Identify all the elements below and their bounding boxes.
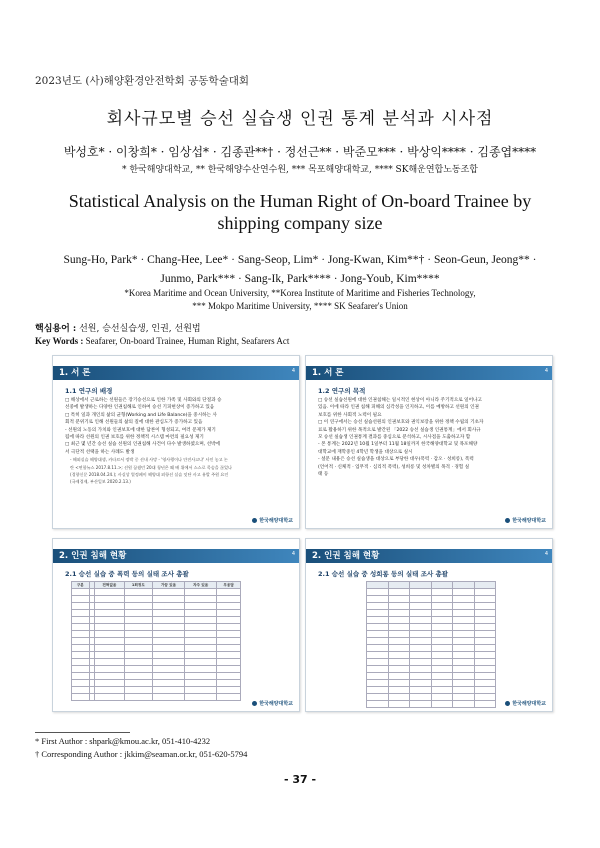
slide-body (65, 397, 289, 486)
table-row (72, 694, 241, 701)
logo-icon (505, 518, 510, 523)
university-logo (505, 700, 546, 707)
table-header-cell: 구분 (72, 582, 90, 589)
table-row (72, 666, 241, 673)
table-row (367, 617, 496, 624)
table-row (367, 652, 496, 659)
slide-page-label: 4 (544, 551, 548, 557)
slide-introduction-purpose (305, 355, 553, 529)
keywords-korean-text: 선원, 승선실습생, 인권, 선원법 (79, 324, 201, 334)
table-row (72, 659, 241, 666)
slide-line: □ 승선 실습선원에 대한 인권침해는 일시적인 현상이 아니라 주기적으로 일어나고 (318, 398, 482, 403)
slide-line: - 설문 내용은 승선 실습생을 대상으로 부당한 대우(폭력 · 갑오 · 성희롱), 폭력 (318, 457, 474, 463)
slide-page-label: 4 (544, 368, 548, 374)
slide-line: - 본 통계는 2022년 10월 1일부터 11월 18일까지 한국해양대학교 및 목포해양 (318, 442, 478, 448)
slide-note: (경향신문 2018.04.24.); 사실상 열정페이 해양대 외항선 실습 잇단 사고 유발 주원 요인 (70, 472, 229, 478)
violence-survey-table (71, 581, 241, 701)
affiliations-english-line1: *Korea Maritime and Ocean University, **Korea Institute of Maritime and Fisheries Technology, (124, 288, 476, 298)
keywords-korean (35, 321, 201, 334)
table-row (72, 596, 241, 603)
conference-header: 2023년도 (사)해양환경안전학회 공동학술대회 (35, 75, 250, 87)
slide-line: (언어적 · 신체적 · 업무적 · 심리적 폭력), 성희롱 및 성차별의 목격 · 경험 실 (318, 464, 470, 470)
table-row (72, 673, 241, 680)
slide-line: 대학교에 재학중인 4학년 학생을 대상으로 실시 (318, 449, 413, 455)
table-row (367, 631, 496, 638)
table-row (72, 603, 241, 610)
slide-line: 선중에 발생하는 다양한 인권침해로 인하여 승선 기피현상이 증가하고 있음 (65, 405, 215, 411)
slide-header-title: 1. 서 론 (312, 368, 344, 378)
title-korean: 회사규모별 승선 실습생 인권 통계 분석과 시사점 (106, 109, 494, 129)
university-logo (252, 517, 293, 524)
affiliations-korean: * 한국해양대학교, ** 한국해양수산연수원, *** 목포해양대학교, **** SK해운연합노동조합 (121, 165, 478, 175)
university-logo (505, 517, 546, 524)
slide-header-title: 2. 인권 침해 현황 (59, 551, 127, 561)
table-row (72, 610, 241, 617)
harassment-survey-table (366, 581, 496, 708)
table-row (367, 645, 496, 652)
logo-icon (505, 701, 510, 706)
slide-line: 태 등 (318, 472, 329, 478)
logo-text: 한국해양대학교 (259, 518, 293, 524)
slide-line: □ 최근 몇 년간 승선 실습 선원의 인권침해 사건이 다수 발생하였으며, 선박에 (65, 442, 220, 448)
university-logo (252, 700, 293, 707)
footnote-corresponding-author: † Corresponding Author : jkkim@seaman.or.kr, 051-620-5794 (35, 749, 248, 759)
slide-line: 회적 분위기로 인해 선원들의 삶의 질에 대한 관심도가 증가하고 있음 (65, 420, 203, 426)
slide-page-label: 4 (291, 368, 295, 374)
authors-english-line2: Junmo, Park*** · Sang-Ik, Park**** · Jong-Youb, Kim**** (160, 273, 440, 285)
slide-header-title: 1. 서 론 (59, 368, 91, 378)
table-row (72, 589, 241, 596)
table-header-row (367, 582, 496, 589)
keywords-korean-label: 핵심용어 : (35, 324, 77, 334)
table-row (72, 652, 241, 659)
slide-body (318, 397, 542, 478)
table-header-cell: 자주 있음 (185, 582, 217, 589)
slide-page-label: 4 (291, 551, 295, 557)
table-row (367, 694, 496, 701)
slide-introduction-background (52, 355, 300, 529)
slide-line: 있음. 이에 따라 인권 침해 피해의 심각성을 인지하고, 이를 예방하고 선원의 인권 (318, 405, 479, 411)
slide-subtitle: 2.1 승선 실습 중 성희롱 등의 실태 조사 총괄 (318, 570, 449, 578)
table-row (367, 624, 496, 631)
slide-subtitle: 1.1 연구의 배경 (65, 387, 113, 395)
slide-subtitle: 1.2 연구의 목적 (318, 387, 366, 395)
table-row (367, 610, 496, 617)
table-row (367, 687, 496, 694)
authors-english-line1: Sung-Ho, Park* · Chang-Hee, Lee* · Sang-Seop, Lim* · Jong-Kwan, Kim**† · Seon-Geun, Jeong** · (63, 254, 537, 266)
table-header-cell: 1회정도 (124, 582, 152, 589)
table-row (367, 659, 496, 666)
keywords-english (35, 336, 289, 346)
logo-text: 한국해양대학교 (512, 701, 546, 707)
table-header-cell: 무응답 (217, 582, 241, 589)
slide-note: (국제경제, 부산일보 2020.2.13.) (70, 479, 131, 485)
slide-harassment-survey (305, 538, 553, 712)
slide-subtitle: 2.1 승선 실습 중 폭력 등의 실태 조사 총괄 (65, 570, 189, 578)
table-row (367, 638, 496, 645)
slide-header-bar (53, 366, 299, 380)
slide-line: □ 특히 일과 개인의 삶의 균형(Working and Life Balance)을 중시하는 사 (65, 412, 217, 418)
table-row (72, 680, 241, 687)
table-row (72, 638, 241, 645)
table-row (367, 666, 496, 673)
slide-line: □ 해상에서 근로하는 선원들은 장기승선으로 인한 가족 및 사회와의 단절과 승 (65, 398, 222, 403)
slide-header-title: 2. 인권 침해 현황 (312, 551, 380, 561)
keywords-english-text: Seafarer, On-board Trainee, Human Right, Seafarers Act (85, 336, 290, 346)
table-row (72, 687, 241, 694)
keywords-english-label: Key Words : (35, 336, 84, 346)
table-row (367, 589, 496, 596)
slide-line: 됨에 따라 선원의 인권 보호를 위한 정책적 시스템 마련의 필요성 제기 (65, 435, 204, 441)
logo-icon (252, 518, 257, 523)
slide-header-bar (53, 549, 299, 563)
footnote-first-author: * First Author : shpark@kmou.ac.kr, 051-410-4232 (35, 736, 211, 746)
slide-note: 란 <연합뉴스 2017.8.11.>; 선원 꿈꿨던 20대 청년은 왜 배 위에서 스스로 목숨을 끊었나 (70, 464, 232, 470)
logo-icon (252, 701, 257, 706)
slide-violence-survey (52, 538, 300, 712)
slide-line: - 선원의 노동의 가치와 인권보호에 대한 담론이 형성되고, 여러 문제가 제기 (65, 427, 216, 433)
table-row (367, 603, 496, 610)
logo-text: 한국해양대학교 (259, 701, 293, 707)
authors-korean: 박성호* · 이창희* · 임상섭* · 김종관**† · 정선근** · 박준모*** · 박상익**** · 김종엽**** (63, 145, 537, 159)
slide-line: 료로 활용하기 위한 목적으로 발간된 「2022 승선 실습생 인권통계」에서 회사규 (318, 427, 481, 433)
affiliations-english (40, 287, 560, 313)
table-row (367, 673, 496, 680)
table-row (72, 645, 241, 652)
table-header-cell: 가끔 있음 (152, 582, 184, 589)
table-row (367, 680, 496, 687)
logo-text: 한국해양대학교 (512, 518, 546, 524)
table-row (367, 701, 496, 708)
table-row (72, 617, 241, 624)
slide-line: □ 이 연구에서는 승선 실습선원의 인권보호와 권익보장을 위한 정책 수립의 기초자 (318, 420, 484, 426)
table-row (72, 631, 241, 638)
slide-header-bar (306, 549, 552, 563)
table-header-row (72, 582, 241, 589)
authors-english (40, 251, 560, 289)
slide-line: 서 극단적 선택을 하는 사례도 발생 (65, 449, 135, 455)
footnote-divider (35, 732, 130, 733)
table-header-cell: 전혀없음 (94, 582, 124, 589)
title-english: Statistical Analysis on the Human Right of On-board Trainee by shipping company size (68, 191, 532, 233)
table-row (72, 624, 241, 631)
affiliations-english-line2: *** Mokpo Maritime University, **** SK Seafarer's Union (192, 301, 408, 311)
slide-note: - 해외실습 해양대생, 카타르서 정박 중 선내 사망 - '영사행이나 안전사고냐' 사인 놓고 논 (70, 457, 228, 463)
slide-header-bar (306, 366, 552, 380)
table-row (367, 596, 496, 603)
page-number: - 37 - (283, 773, 317, 786)
slide-line: 모 승선 실습생 인권통계 결과를 중심으로 분석하고, 시사점을 도출하고자 함 (318, 435, 471, 441)
slide-line: 보호를 위한 사회적 노력이 필요 (318, 412, 382, 418)
